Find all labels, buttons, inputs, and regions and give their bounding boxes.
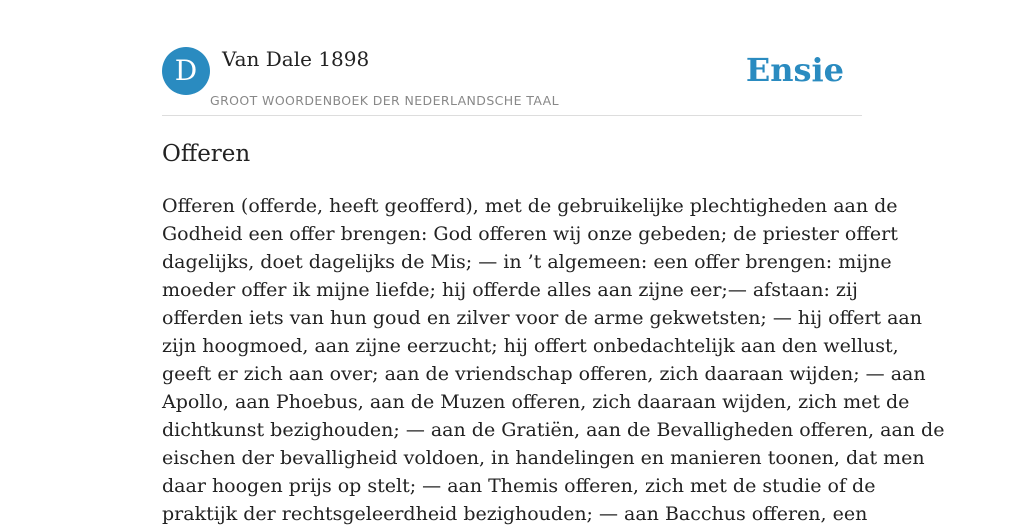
- definition-line: daar hoogen prijs op stelt; — aan Themis offeren, zich met de studie of de: [162, 475, 876, 497]
- definition-line: Offeren (offerde, heeft geofferd), met de gebruikelijke plechtigheden aan de: [162, 195, 898, 217]
- dictionary-subtitle: GROOT WOORDENBOEK DER NEDERLANDSCHE TAAL: [210, 93, 559, 108]
- definition-line: offerden iets van hun goud en zilver voor de arme gekwetsten; — hij offert aan: [162, 307, 922, 329]
- definition-line: eischen der bevalligheid voldoen, in handelingen en manieren toonen, dat men: [162, 447, 925, 469]
- ensie-brand-logo[interactable]: Ensie: [745, 51, 844, 89]
- definition-line: Apollo, aan Phoebus, aan de Muzen offeren, zich daaraan wijden, zich met de: [162, 391, 910, 413]
- definition-line: Godheid een offer brengen: God offeren wij onze gebeden; de priester offert: [162, 223, 898, 245]
- entry-headword: Offeren: [162, 141, 251, 167]
- entry-definition: [162, 192, 945, 528]
- definition-line: praktijk der rechtsgeleerdheid bezighouden; — aan Bacchus offeren, een: [162, 503, 868, 525]
- definition-line: dichtkunst bezighouden; — aan de Gratiën, aan de Bevalligheden offeren, aan de: [162, 419, 945, 441]
- dictionary-title[interactable]: Van Dale 1898: [222, 47, 370, 71]
- definition-line: geeft er zich aan over; aan de vriendschap offeren, zich daaraan wijden; — aan: [162, 363, 926, 385]
- dictionary-header: [162, 44, 862, 116]
- definition-line: moeder offer ik mijne liefde; hij offerde alles aan zijne eer;— afstaan: zij: [162, 279, 858, 301]
- definition-line: zijn hoogmoed, aan zijne eerzucht; hij offert onbedachtelijk aan den wellust,: [162, 335, 899, 357]
- definition-line: dagelijks, doet dagelijks de Mis; — in ’t algemeen: een offer brengen: mijne: [162, 251, 892, 273]
- dictionary-logo[interactable]: D: [162, 47, 210, 95]
